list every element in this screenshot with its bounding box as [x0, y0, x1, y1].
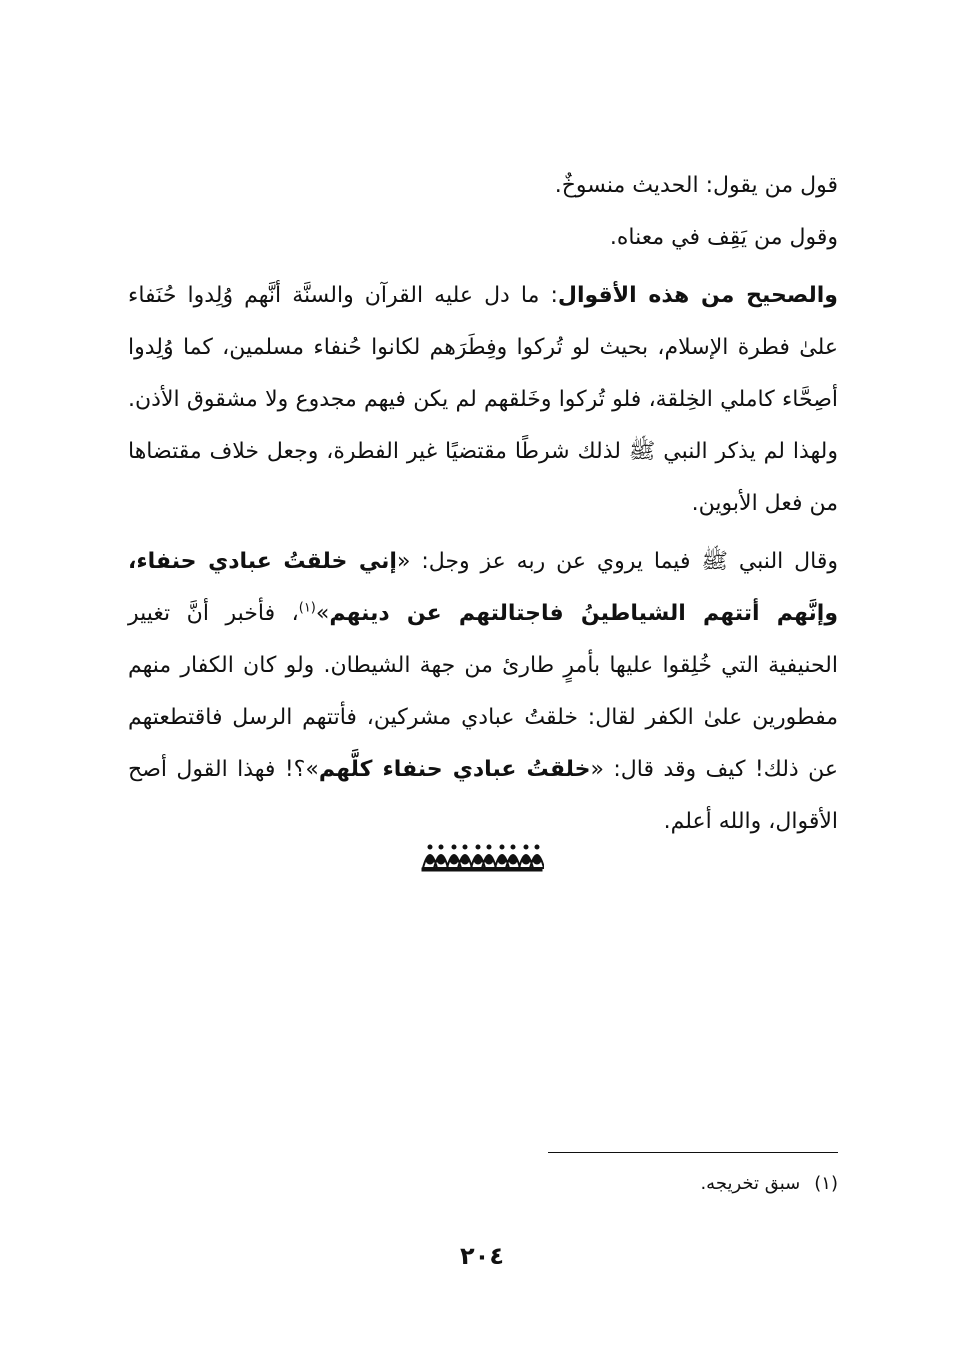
hadith-quote: خلقتُ عبادي حنفاء كلَّهم: [318, 757, 591, 782]
text-segment: ، فأخبر أنَّ تغيير الحنيفية التي خُلِقوا عليها بأمرٍ طارئ من جهة الشيطان. ولو كان الكفار منهم مفطورين علىٰ الكفر لقال: خلقتُ عبادي مشركين، فأتتهم الرسل فاقتطعتهم عن ذلك! كيف وقد قال: «: [128, 601, 838, 782]
footnote: [548, 1166, 838, 1202]
text-segment: وقول من يَقِف في معناه.: [609, 225, 838, 250]
footnote-number: (١): [814, 1173, 838, 1194]
text-segment: وقال النبي ﷺ فيما يروي عن ربه عز وجل: «: [396, 549, 838, 574]
main-text: [128, 160, 838, 848]
text-segment: قول من يقول: الحديث منسوخٌ.: [554, 173, 838, 198]
floral-ornament-icon: [420, 838, 544, 872]
footnote-ref[interactable]: (١): [298, 600, 316, 616]
paragraph-4: [128, 536, 838, 848]
text-segment: »: [315, 601, 330, 626]
bold-lead: والصحيح من هذه الأقوال: [557, 283, 838, 308]
text-segment: »؟! فهذا القول أصح الأقوال، والله أعلم.: [128, 757, 838, 834]
paragraph-2: [128, 212, 838, 264]
page-number: ٢٠٤: [460, 1242, 504, 1270]
paragraph-3: [128, 270, 838, 530]
hadith-quote: إني خلقتُ عبادي حنفاء، وإنَّهم أتتهم الشياطينُ فاجتالتهم عن دينهم: [128, 549, 838, 626]
footnote-divider: [548, 1152, 838, 1153]
text-segment: : ما دل عليه القرآن والسنَّة أنَّهم وُلِدوا حُنَفاء علىٰ فطرة الإسلام، بحيث لو تُركوا وفِطَرَهم لكانوا حُنفاء مسلمين، كما وُلِدوا أصِحَّاء كاملي الخِلقة، فلو تُركوا وخَلقهم لم يكن فيهم مجدوع ولا مشقوق الأذن. ولهذا لم يذكر النبي ﷺ لذلك شرطًا مقتضيًا غير الفطرة، وجعل خلاف مقتضاها من فعل الأبوين.: [128, 283, 838, 516]
paragraph-1: [128, 160, 838, 212]
footnote-text: سبق تخريجه.: [700, 1173, 801, 1194]
